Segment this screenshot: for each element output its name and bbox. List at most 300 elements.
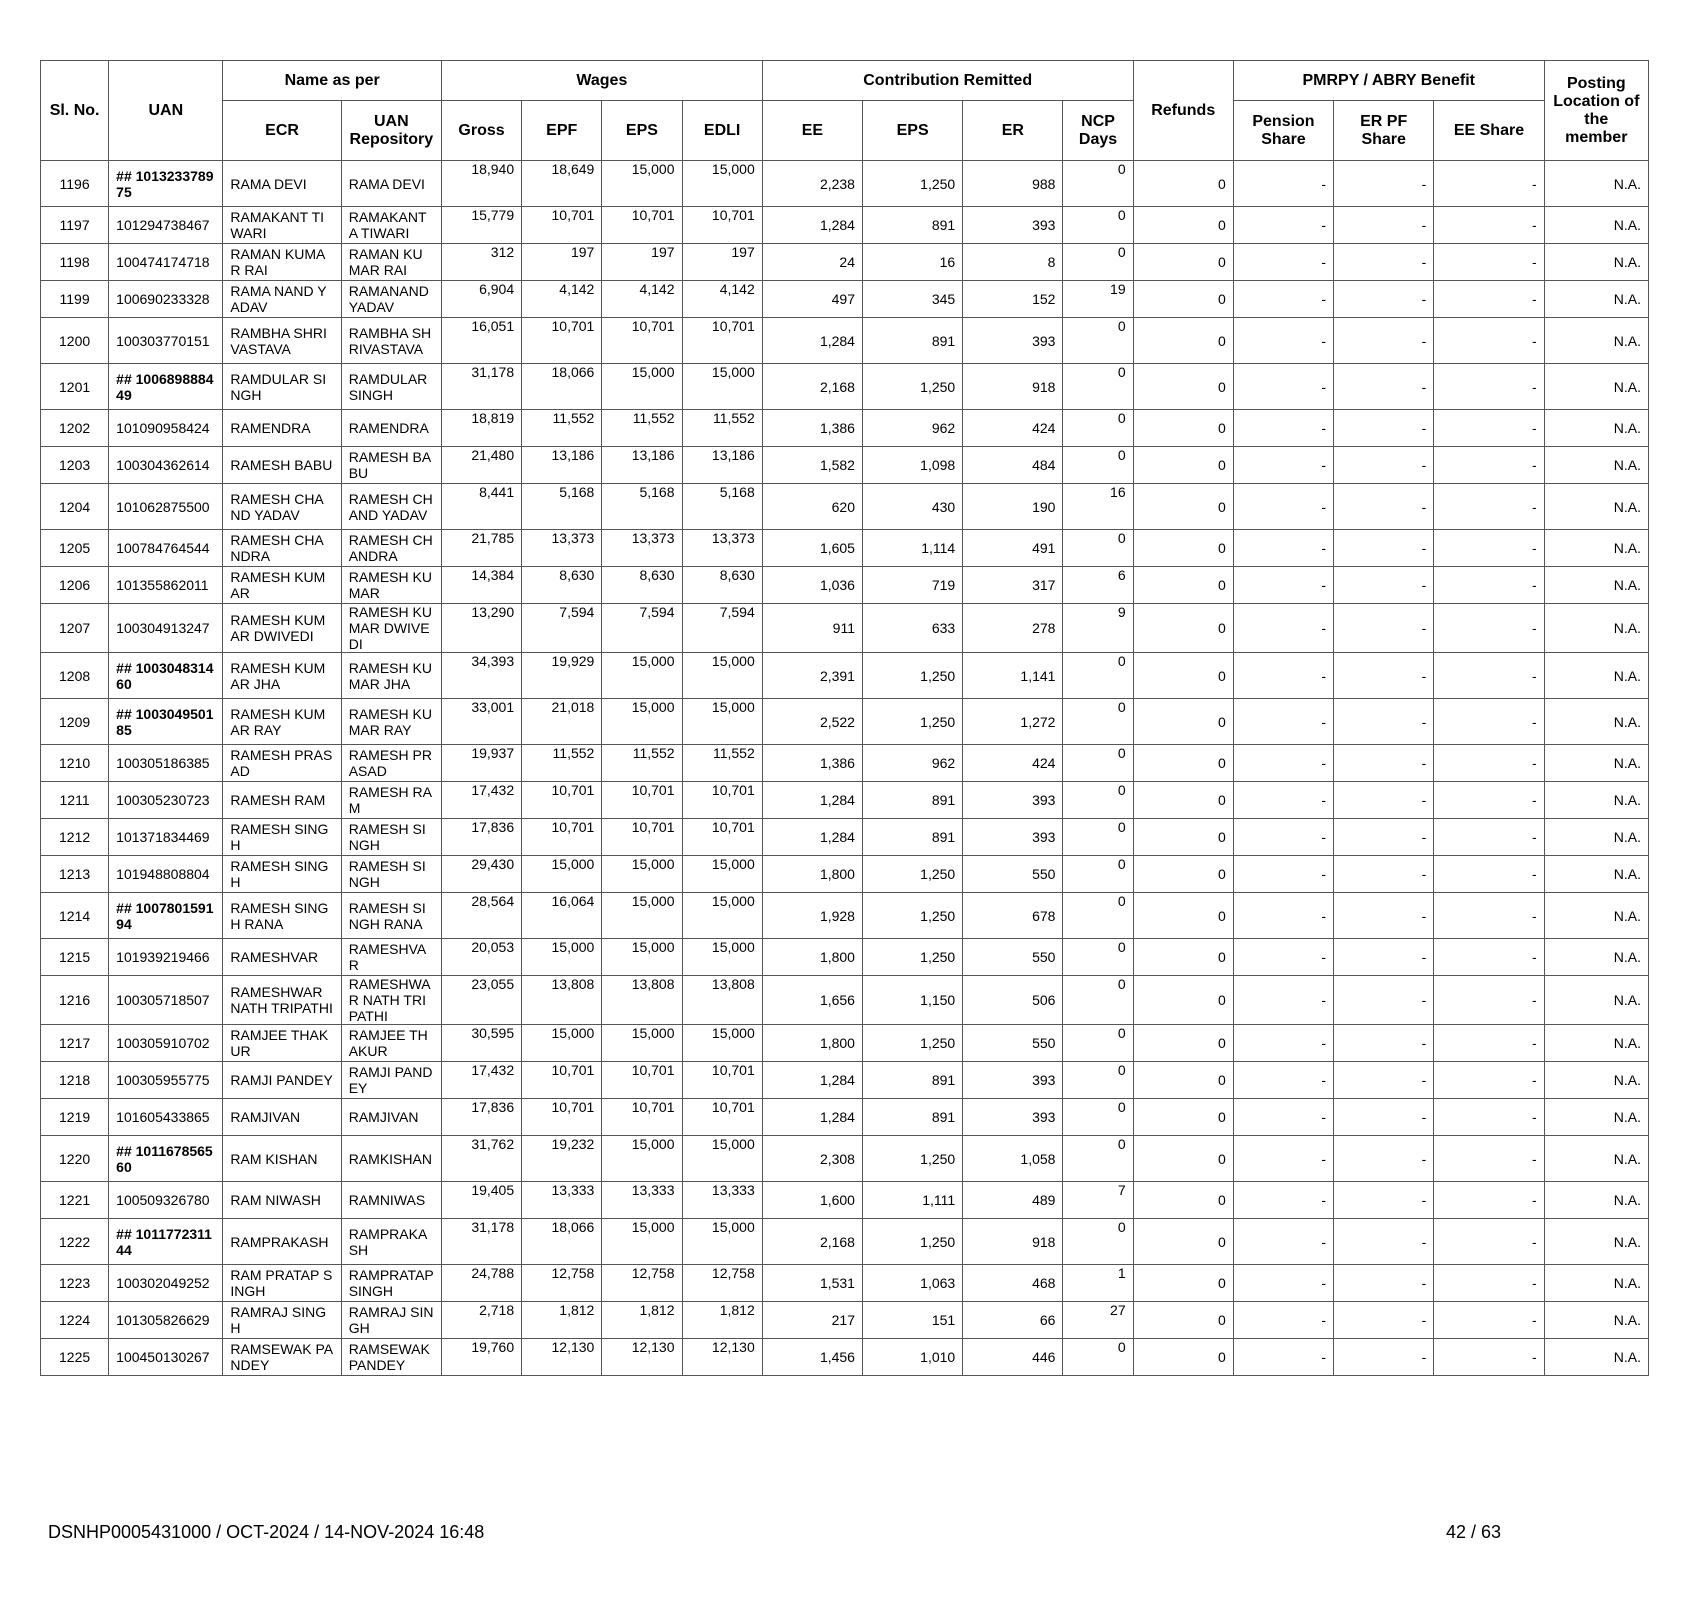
ecr-name-cell: RAMESH SINGH <box>223 856 341 893</box>
sl-no-cell: 1225 <box>41 1339 109 1376</box>
eps-contribution-cell: 430 <box>862 484 962 530</box>
er-pf-share-cell: - <box>1334 1182 1434 1219</box>
posting-location-cell: N.A. <box>1544 1265 1648 1302</box>
refunds-cell: 0 <box>1133 653 1233 699</box>
eps-contribution-cell: 962 <box>862 745 962 782</box>
header-posting-location: Posting Location of the member <box>1544 61 1648 161</box>
edli-wages-cell: 10,701 <box>682 782 762 819</box>
posting-location-cell: N.A. <box>1544 484 1648 530</box>
er-pf-share-cell: - <box>1334 1136 1434 1182</box>
posting-location-cell: N.A. <box>1544 530 1648 567</box>
ee-share-cell: - <box>1434 699 1544 745</box>
uan-cell: 100305186385 <box>109 745 223 782</box>
pension-share-cell: - <box>1233 1025 1333 1062</box>
er-pf-share-cell: - <box>1334 1062 1434 1099</box>
sl-no-cell: 1212 <box>41 819 109 856</box>
uan-cell: 100305718507 <box>109 976 223 1025</box>
ecr-name-cell: RAMA NAND YADAV <box>223 281 341 318</box>
header-gross: Gross <box>441 101 521 161</box>
ee-share-cell: - <box>1434 1182 1544 1219</box>
uan-cell: 101090958424 <box>109 410 223 447</box>
eps-wages-cell: 15,000 <box>602 699 682 745</box>
table-row <box>41 364 1649 410</box>
er-contribution-cell: 988 <box>963 161 1063 207</box>
table-row <box>41 1219 1649 1265</box>
ncp-days-cell: 19 <box>1063 281 1133 318</box>
ecr-name-cell: RAMRAJ SINGH <box>223 1302 341 1339</box>
refunds-cell: 0 <box>1133 893 1233 939</box>
epf-wages-cell: 13,186 <box>522 447 602 484</box>
ecr-name-cell: RAMDULAR SINGH <box>223 364 341 410</box>
refunds-cell: 0 <box>1133 364 1233 410</box>
gross-wages-cell: 30,595 <box>441 1025 521 1062</box>
ncp-days-cell: 0 <box>1063 318 1133 364</box>
uan-repository-name-cell: RAMESH KUMAR DWIVEDI <box>341 604 441 653</box>
uan-cell: 101305826629 <box>109 1302 223 1339</box>
epf-wages-cell: 12,758 <box>522 1265 602 1302</box>
ee-contribution-cell: 620 <box>762 484 862 530</box>
er-contribution-cell: 506 <box>963 976 1063 1025</box>
er-pf-share-cell: - <box>1334 410 1434 447</box>
ecr-name-cell: RAMESH KUMAR <box>223 567 341 604</box>
eps-contribution-cell: 962 <box>862 410 962 447</box>
epf-wages-cell: 18,066 <box>522 1219 602 1265</box>
uan-repository-name-cell: RAMESHWAR NATH TRIPATHI <box>341 976 441 1025</box>
refunds-cell: 0 <box>1133 819 1233 856</box>
pension-share-cell: - <box>1233 939 1333 976</box>
uan-repository-name-cell: RAMESH KUMAR JHA <box>341 653 441 699</box>
ncp-days-cell: 0 <box>1063 699 1133 745</box>
eps-wages-cell: 13,373 <box>602 530 682 567</box>
ncp-days-cell: 0 <box>1063 1136 1133 1182</box>
pension-share-cell: - <box>1233 1265 1333 1302</box>
ecr-name-cell: RAMBHA SHRIVASTAVA <box>223 318 341 364</box>
ecr-name-cell: RAMJEE THAKUR <box>223 1025 341 1062</box>
posting-location-cell: N.A. <box>1544 653 1648 699</box>
ncp-days-cell: 0 <box>1063 745 1133 782</box>
er-pf-share-cell: - <box>1334 893 1434 939</box>
ncp-days-cell: 0 <box>1063 819 1133 856</box>
gross-wages-cell: 312 <box>441 244 521 281</box>
edli-wages-cell: 12,758 <box>682 1265 762 1302</box>
epf-wages-cell: 10,701 <box>522 1062 602 1099</box>
uan-repository-name-cell: RAMESH CHAND YADAV <box>341 484 441 530</box>
posting-location-cell: N.A. <box>1544 893 1648 939</box>
uan-repository-name-cell: RAMRAJ SINGH <box>341 1302 441 1339</box>
refunds-cell: 0 <box>1133 1339 1233 1376</box>
uan-cell: ## 101177231144 <box>109 1219 223 1265</box>
ncp-days-cell: 0 <box>1063 410 1133 447</box>
uan-cell: 100690233328 <box>109 281 223 318</box>
sl-no-cell: 1210 <box>41 745 109 782</box>
header-name-as-per: Name as per <box>223 61 442 101</box>
uan-cell: 101939219466 <box>109 939 223 976</box>
er-contribution-cell: 1,272 <box>963 699 1063 745</box>
er-contribution-cell: 317 <box>963 567 1063 604</box>
eps-wages-cell: 15,000 <box>602 1219 682 1265</box>
eps-contribution-cell: 16 <box>862 244 962 281</box>
pension-share-cell: - <box>1233 893 1333 939</box>
er-pf-share-cell: - <box>1334 819 1434 856</box>
edli-wages-cell: 10,701 <box>682 318 762 364</box>
uan-repository-name-cell: RAMKISHAN <box>341 1136 441 1182</box>
table-row <box>41 281 1649 318</box>
ee-contribution-cell: 2,168 <box>762 364 862 410</box>
eps-contribution-cell: 1,250 <box>862 699 962 745</box>
eps-wages-cell: 15,000 <box>602 161 682 207</box>
er-contribution-cell: 468 <box>963 1265 1063 1302</box>
sl-no-cell: 1211 <box>41 782 109 819</box>
er-pf-share-cell: - <box>1334 318 1434 364</box>
posting-location-cell: N.A. <box>1544 782 1648 819</box>
er-contribution-cell: 66 <box>963 1302 1063 1339</box>
refunds-cell: 0 <box>1133 567 1233 604</box>
epf-wages-cell: 10,701 <box>522 1099 602 1136</box>
er-pf-share-cell: - <box>1334 604 1434 653</box>
ee-contribution-cell: 1,800 <box>762 1025 862 1062</box>
ee-share-cell: - <box>1434 207 1544 244</box>
ee-contribution-cell: 1,386 <box>762 745 862 782</box>
ee-share-cell: - <box>1434 244 1544 281</box>
uan-repository-name-cell: RAMAN KUMAR RAI <box>341 244 441 281</box>
ncp-days-cell: 27 <box>1063 1302 1133 1339</box>
refunds-cell: 0 <box>1133 1265 1233 1302</box>
eps-wages-cell: 15,000 <box>602 653 682 699</box>
table-row <box>41 207 1649 244</box>
posting-location-cell: N.A. <box>1544 1302 1648 1339</box>
edli-wages-cell: 8,630 <box>682 567 762 604</box>
sl-no-cell: 1218 <box>41 1062 109 1099</box>
uan-cell: 100304362614 <box>109 447 223 484</box>
eps-wages-cell: 10,701 <box>602 1099 682 1136</box>
eps-wages-cell: 15,000 <box>602 364 682 410</box>
eps-wages-cell: 12,758 <box>602 1265 682 1302</box>
ecr-name-cell: RAMESH SINGH <box>223 819 341 856</box>
sl-no-cell: 1205 <box>41 530 109 567</box>
ecr-name-cell: RAMESH KUMAR JHA <box>223 653 341 699</box>
uan-cell: 100305910702 <box>109 1025 223 1062</box>
ee-contribution-cell: 1,605 <box>762 530 862 567</box>
eps-contribution-cell: 1,250 <box>862 1025 962 1062</box>
ee-share-cell: - <box>1434 819 1544 856</box>
ee-share-cell: - <box>1434 893 1544 939</box>
ecr-name-cell: RAMESH BABU <box>223 447 341 484</box>
gross-wages-cell: 19,405 <box>441 1182 521 1219</box>
header-row-sub <box>41 101 1649 161</box>
ncp-days-cell: 0 <box>1063 782 1133 819</box>
eps-wages-cell: 15,000 <box>602 856 682 893</box>
uan-repository-name-cell: RAMSEWAK PANDEY <box>341 1339 441 1376</box>
sl-no-cell: 1217 <box>41 1025 109 1062</box>
er-pf-share-cell: - <box>1334 699 1434 745</box>
uan-repository-name-cell: RAMESHVAR <box>341 939 441 976</box>
epf-wages-cell: 197 <box>522 244 602 281</box>
er-contribution-cell: 424 <box>963 410 1063 447</box>
ee-contribution-cell: 1,036 <box>762 567 862 604</box>
er-contribution-cell: 491 <box>963 530 1063 567</box>
eps-contribution-cell: 1,098 <box>862 447 962 484</box>
eps-contribution-cell: 891 <box>862 782 962 819</box>
posting-location-cell: N.A. <box>1544 1182 1648 1219</box>
ecr-name-cell: RAM KISHAN <box>223 1136 341 1182</box>
ee-share-cell: - <box>1434 447 1544 484</box>
epf-wages-cell: 5,168 <box>522 484 602 530</box>
ncp-days-cell: 0 <box>1063 1062 1133 1099</box>
refunds-cell: 0 <box>1133 530 1233 567</box>
er-pf-share-cell: - <box>1334 161 1434 207</box>
uan-cell: ## 100689888449 <box>109 364 223 410</box>
uan-cell: 100784764544 <box>109 530 223 567</box>
uan-repository-name-cell: RAMBHA SHRIVASTAVA <box>341 318 441 364</box>
table-row <box>41 819 1649 856</box>
edli-wages-cell: 15,000 <box>682 1136 762 1182</box>
uan-cell: 100304913247 <box>109 604 223 653</box>
ncp-days-cell: 6 <box>1063 567 1133 604</box>
edli-wages-cell: 4,142 <box>682 281 762 318</box>
sl-no-cell: 1224 <box>41 1302 109 1339</box>
table-row <box>41 604 1649 653</box>
eps-contribution-cell: 1,250 <box>862 653 962 699</box>
er-contribution-cell: 446 <box>963 1339 1063 1376</box>
ecr-name-cell: RAMESH KUMAR RAY <box>223 699 341 745</box>
posting-location-cell: N.A. <box>1544 1025 1648 1062</box>
sl-no-cell: 1223 <box>41 1265 109 1302</box>
refunds-cell: 0 <box>1133 856 1233 893</box>
ee-contribution-cell: 1,284 <box>762 1062 862 1099</box>
header-wages: Wages <box>441 61 762 101</box>
er-contribution-cell: 550 <box>963 1025 1063 1062</box>
header-row-top <box>41 61 1649 101</box>
sl-no-cell: 1201 <box>41 364 109 410</box>
gross-wages-cell: 17,836 <box>441 1099 521 1136</box>
gross-wages-cell: 19,760 <box>441 1339 521 1376</box>
edli-wages-cell: 10,701 <box>682 1062 762 1099</box>
header-contrib-eps: EPS <box>862 101 962 161</box>
pension-share-cell: - <box>1233 1099 1333 1136</box>
gross-wages-cell: 17,432 <box>441 782 521 819</box>
sl-no-cell: 1198 <box>41 244 109 281</box>
eps-wages-cell: 10,701 <box>602 207 682 244</box>
edli-wages-cell: 13,186 <box>682 447 762 484</box>
uan-cell: 101605433865 <box>109 1099 223 1136</box>
table-row <box>41 976 1649 1025</box>
uan-repository-name-cell: RAMENDRA <box>341 410 441 447</box>
posting-location-cell: N.A. <box>1544 281 1648 318</box>
ee-contribution-cell: 1,600 <box>762 1182 862 1219</box>
ee-share-cell: - <box>1434 653 1544 699</box>
table-row <box>41 1182 1649 1219</box>
table-row <box>41 653 1649 699</box>
eps-contribution-cell: 891 <box>862 318 962 364</box>
eps-contribution-cell: 151 <box>862 1302 962 1339</box>
gross-wages-cell: 17,836 <box>441 819 521 856</box>
table-row <box>41 1136 1649 1182</box>
uan-cell: ## 101167856560 <box>109 1136 223 1182</box>
er-contribution-cell: 152 <box>963 281 1063 318</box>
uan-cell: ## 100780159194 <box>109 893 223 939</box>
ecr-name-cell: RAMAKANT TIWARI <box>223 207 341 244</box>
posting-location-cell: N.A. <box>1544 364 1648 410</box>
ecr-name-cell: RAMESH KUMAR DWIVEDI <box>223 604 341 653</box>
edli-wages-cell: 10,701 <box>682 1099 762 1136</box>
sl-no-cell: 1204 <box>41 484 109 530</box>
er-contribution-cell: 550 <box>963 939 1063 976</box>
gross-wages-cell: 21,480 <box>441 447 521 484</box>
er-pf-share-cell: - <box>1334 484 1434 530</box>
refunds-cell: 0 <box>1133 281 1233 318</box>
epf-wages-cell: 13,373 <box>522 530 602 567</box>
header-er-pf-share: ER PF Share <box>1334 101 1434 161</box>
gross-wages-cell: 31,178 <box>441 1219 521 1265</box>
uan-cell: 101294738467 <box>109 207 223 244</box>
epf-wages-cell: 11,552 <box>522 410 602 447</box>
ecr-name-cell: RAM NIWASH <box>223 1182 341 1219</box>
eps-contribution-cell: 1,063 <box>862 1265 962 1302</box>
sl-no-cell: 1213 <box>41 856 109 893</box>
eps-wages-cell: 10,701 <box>602 318 682 364</box>
table-row <box>41 1339 1649 1376</box>
ecr-name-cell: RAMAN KUMAR RAI <box>223 244 341 281</box>
refunds-cell: 0 <box>1133 447 1233 484</box>
epf-wages-cell: 16,064 <box>522 893 602 939</box>
ee-contribution-cell: 1,284 <box>762 782 862 819</box>
er-contribution-cell: 393 <box>963 1099 1063 1136</box>
eps-wages-cell: 15,000 <box>602 939 682 976</box>
epf-wages-cell: 10,701 <box>522 819 602 856</box>
ee-share-cell: - <box>1434 364 1544 410</box>
header-pmrpy-abry: PMRPY / ABRY Benefit <box>1233 61 1544 101</box>
eps-contribution-cell: 719 <box>862 567 962 604</box>
ecr-name-cell: RAMJI PANDEY <box>223 1062 341 1099</box>
sl-no-cell: 1209 <box>41 699 109 745</box>
sl-no-cell: 1221 <box>41 1182 109 1219</box>
eps-contribution-cell: 1,150 <box>862 976 962 1025</box>
header-uan: UAN <box>109 61 223 161</box>
eps-contribution-cell: 891 <box>862 1062 962 1099</box>
ecr-name-cell: RAM PRATAP SINGH <box>223 1265 341 1302</box>
posting-location-cell: N.A. <box>1544 161 1648 207</box>
eps-contribution-cell: 1,114 <box>862 530 962 567</box>
pension-share-cell: - <box>1233 1182 1333 1219</box>
ncp-days-cell: 0 <box>1063 653 1133 699</box>
ecr-name-cell: RAMESH RAM <box>223 782 341 819</box>
ncp-days-cell: 0 <box>1063 976 1133 1025</box>
pension-share-cell: - <box>1233 567 1333 604</box>
eps-contribution-cell: 1,250 <box>862 1136 962 1182</box>
ee-contribution-cell: 1,800 <box>762 939 862 976</box>
gross-wages-cell: 20,053 <box>441 939 521 976</box>
edli-wages-cell: 13,808 <box>682 976 762 1025</box>
uan-repository-name-cell: RAMESH PRASAD <box>341 745 441 782</box>
uan-cell: 101948808804 <box>109 856 223 893</box>
refunds-cell: 0 <box>1133 1099 1233 1136</box>
ncp-days-cell: 0 <box>1063 530 1133 567</box>
er-pf-share-cell: - <box>1334 1219 1434 1265</box>
uan-repository-name-cell: RAMESH CHANDRA <box>341 530 441 567</box>
table-row <box>41 1025 1649 1062</box>
ecr-name-cell: RAMESH CHANDRA <box>223 530 341 567</box>
refunds-cell: 0 <box>1133 318 1233 364</box>
pension-share-cell: - <box>1233 207 1333 244</box>
er-pf-share-cell: - <box>1334 1302 1434 1339</box>
sl-no-cell: 1207 <box>41 604 109 653</box>
table-row <box>41 856 1649 893</box>
epf-wages-cell: 10,701 <box>522 782 602 819</box>
sl-no-cell: 1203 <box>41 447 109 484</box>
uan-repository-name-cell: RAMA DEVI <box>341 161 441 207</box>
posting-location-cell: N.A. <box>1544 318 1648 364</box>
er-contribution-cell: 393 <box>963 819 1063 856</box>
edli-wages-cell: 10,701 <box>682 207 762 244</box>
table-row <box>41 1099 1649 1136</box>
uan-repository-name-cell: RAMESH KUMAR <box>341 567 441 604</box>
er-contribution-cell: 393 <box>963 782 1063 819</box>
ee-share-cell: - <box>1434 604 1544 653</box>
gross-wages-cell: 19,937 <box>441 745 521 782</box>
edli-wages-cell: 15,000 <box>682 939 762 976</box>
er-contribution-cell: 393 <box>963 207 1063 244</box>
epf-wages-cell: 19,929 <box>522 653 602 699</box>
refunds-cell: 0 <box>1133 1136 1233 1182</box>
pension-share-cell: - <box>1233 699 1333 745</box>
sl-no-cell: 1196 <box>41 161 109 207</box>
refunds-cell: 0 <box>1133 745 1233 782</box>
edli-wages-cell: 10,701 <box>682 819 762 856</box>
er-contribution-cell: 918 <box>963 1219 1063 1265</box>
uan-repository-name-cell: RAMDULAR SINGH <box>341 364 441 410</box>
sl-no-cell: 1202 <box>41 410 109 447</box>
uan-repository-name-cell: RAMESH SINGH RANA <box>341 893 441 939</box>
pension-share-cell: - <box>1233 1062 1333 1099</box>
refunds-cell: 0 <box>1133 244 1233 281</box>
edli-wages-cell: 15,000 <box>682 699 762 745</box>
uan-cell: 100305955775 <box>109 1062 223 1099</box>
uan-repository-name-cell: RAMPRAKASH <box>341 1219 441 1265</box>
uan-repository-name-cell: RAMESH KUMAR RAY <box>341 699 441 745</box>
ee-contribution-cell: 1,284 <box>762 1099 862 1136</box>
gross-wages-cell: 21,785 <box>441 530 521 567</box>
eps-contribution-cell: 1,250 <box>862 1219 962 1265</box>
gross-wages-cell: 13,290 <box>441 604 521 653</box>
er-contribution-cell: 678 <box>963 893 1063 939</box>
eps-wages-cell: 15,000 <box>602 1136 682 1182</box>
ecr-name-cell: RAMJIVAN <box>223 1099 341 1136</box>
epf-wages-cell: 21,018 <box>522 699 602 745</box>
sl-no-cell: 1215 <box>41 939 109 976</box>
edli-wages-cell: 15,000 <box>682 364 762 410</box>
sl-no-cell: 1220 <box>41 1136 109 1182</box>
edli-wages-cell: 15,000 <box>682 1025 762 1062</box>
ee-contribution-cell: 1,284 <box>762 819 862 856</box>
pension-share-cell: - <box>1233 604 1333 653</box>
edli-wages-cell: 15,000 <box>682 653 762 699</box>
table-row <box>41 1265 1649 1302</box>
ee-contribution-cell: 1,386 <box>762 410 862 447</box>
uan-repository-name-cell: RAMESH SINGH <box>341 856 441 893</box>
eps-wages-cell: 12,130 <box>602 1339 682 1376</box>
sl-no-cell: 1222 <box>41 1219 109 1265</box>
edli-wages-cell: 13,333 <box>682 1182 762 1219</box>
header-uan-repository: UAN Repository <box>341 101 441 161</box>
uan-cell: 101371834469 <box>109 819 223 856</box>
header-er: ER <box>963 101 1063 161</box>
table-row <box>41 447 1649 484</box>
refunds-cell: 0 <box>1133 161 1233 207</box>
er-pf-share-cell: - <box>1334 1265 1434 1302</box>
pension-share-cell: - <box>1233 281 1333 318</box>
gross-wages-cell: 17,432 <box>441 1062 521 1099</box>
sl-no-cell: 1199 <box>41 281 109 318</box>
